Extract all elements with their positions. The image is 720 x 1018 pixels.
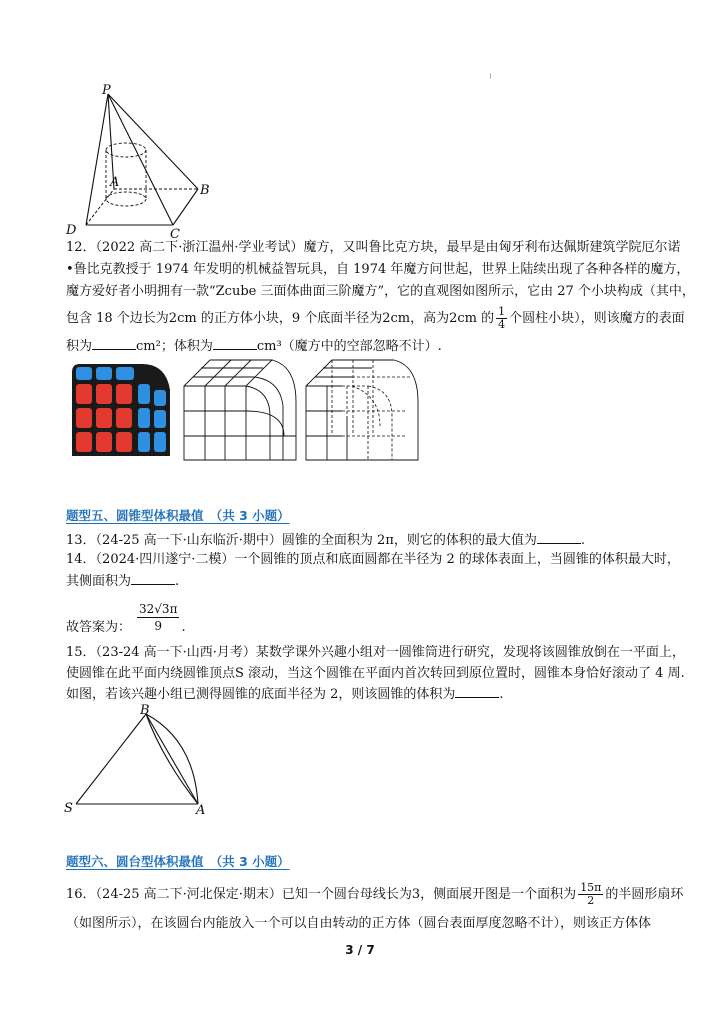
fraction-one-quarter: $\frac{1}{4}$ [498, 305, 506, 331]
scan-mark [490, 73, 491, 79]
cone-figure [62, 700, 222, 818]
q12-line-5: 积为 cm²；体积为 cm³（魔方中的空部忽略不计）. [66, 336, 666, 357]
label-a: A [196, 803, 206, 818]
label-s: S [64, 801, 73, 816]
q15-line-2: 使圆锥在此平面内绕圆锥顶点S 滚动，当这个圆锥在平面内首次转回到原位置时，圆锥本身恰好滚动了 4 周. [66, 666, 685, 681]
q12-line-3: 魔方爱好者小明拥有一款“Zcube 三面体曲面三阶魔方”，它的直观图如图所示，它由 27 个小块构成（其中， [66, 284, 695, 299]
answer-blank-area [92, 336, 136, 350]
answer-blank-q13 [537, 530, 581, 544]
q16-line-1: 16．（24-25 高二下·河北保定·期末）已知一个圆台母线长为3，侧面展开图是一个面积为 $\frac{15\pi}{2}$ 的半圆形扇环 [66, 881, 684, 907]
q12-line-2: •鲁比克教授于 1974 年发明的机械益智玩具，自 1974 年魔方问世起，世界上陆续出现了各种各样的魔方， [66, 262, 690, 277]
label-a: A [110, 175, 120, 190]
answer-fraction: $\frac{32√3\pi}{9}$ [139, 601, 178, 633]
q14-line-2: 其侧面积为 . [66, 571, 666, 592]
rubiks-cube-photo [66, 360, 174, 464]
cube-hidden-lines-figure [302, 356, 420, 466]
section-6-heading: 题型六、圆台型体积最值 （共 3 小题） [66, 854, 290, 869]
q12-line-4: 包含 18 个边长为2cm 的正方体小块，9 个底面半径为2cm，高为2cm 的 $\frac{1}{4}$ 个圆柱小块），则该魔方的表面 [66, 305, 685, 331]
section-5-heading: 题型五、圆锥型体积最值 （共 3 小题） [66, 508, 290, 523]
answer-line: 故答案为： $\frac{32√3\pi}{9}$ . [66, 601, 186, 635]
label-b: B [200, 183, 210, 198]
label-d: D [66, 223, 77, 238]
q16-line-2: （如图所示），在该圆台内能放入一个可以自由转动的正方体（圆台表面厚度忽略不计），则该正方体体 [66, 916, 652, 931]
q12-line-1: 12．（2022 高二下·浙江温州·学业考试）魔方，又叫鲁比克方块，最早是由匈牙利布达佩斯建筑学院厄尔诺 [66, 240, 681, 255]
label-b: B [140, 703, 150, 718]
fraction-15pi-over-2: $\frac{15\pi}{2}$ [580, 881, 602, 907]
q15-line-1: 15．（23-24 高一下·山西·月考）某数学课外兴趣小组对一圆锥筒进行研究，发现将该圆锥放倒在一平面上， [66, 645, 685, 660]
answer-blank-volume [213, 336, 257, 350]
q14-line-1: 14．（2024·四川遂宁·二模）一个圆锥的顶点和底面圆都在半径为 2 的球体表面上，当圆锥的体积最大时， [66, 552, 680, 567]
q15-line-3: 如图，若该兴趣小组已测得圆锥的底面半径为 2，则该圆锥的体积为 . [66, 684, 666, 705]
answer-blank-q15 [455, 684, 499, 698]
q13-line: 13．（24-25 高一下·山东临沂·期中）圆锥的全面积为 2π，则它的体积的最大值为 . [66, 530, 666, 551]
answer-blank-q14 [131, 571, 175, 585]
page-number: 3 / 7 [345, 943, 375, 957]
label-c: C [170, 227, 180, 242]
pyramid-cylinder-figure [58, 82, 228, 242]
cube-wireframe-figure [180, 356, 298, 466]
label-p: P [102, 83, 111, 98]
